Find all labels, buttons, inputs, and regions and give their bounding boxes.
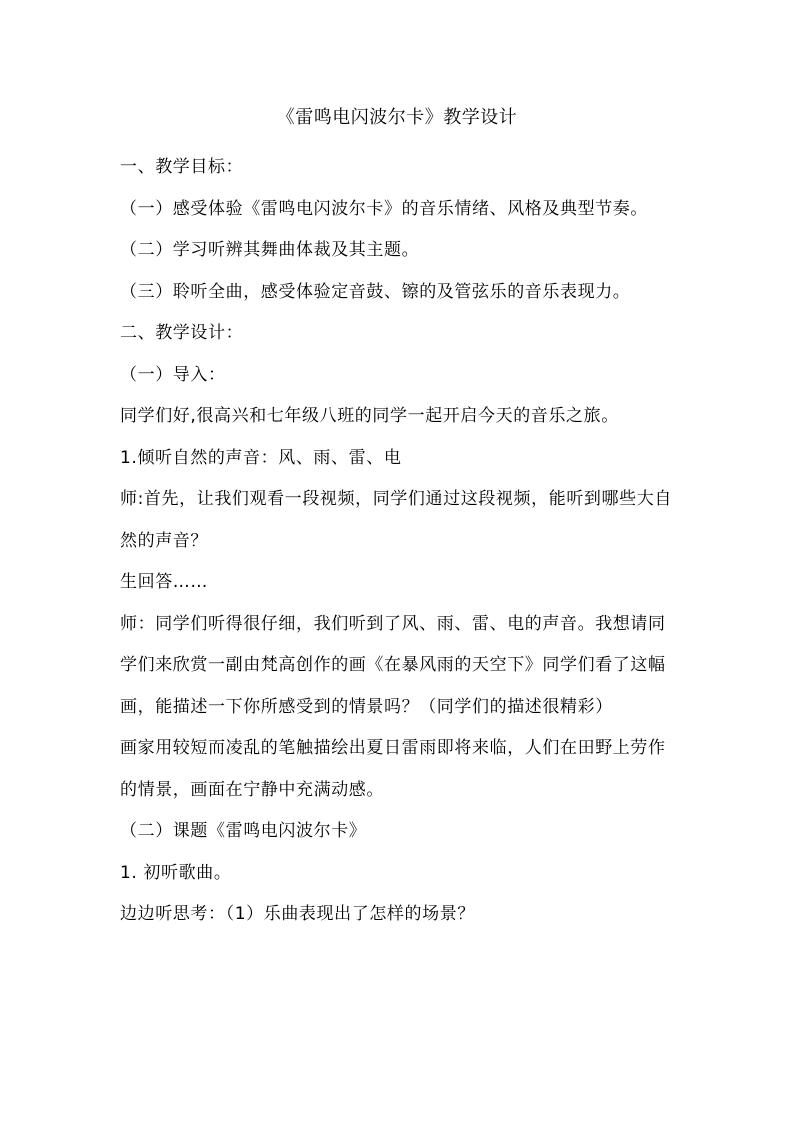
greeting-paragraph: 同学们好,很高兴和七年级八班的同学一起开启今天的音乐之旅。 xyxy=(120,406,619,426)
step-first-listen: 1. 初听歌曲。 xyxy=(120,862,232,883)
teacher-video-prompt: 师:首先，让我们观看一段视频，同学们通过这段视频，能听到哪些大自然的声音？ xyxy=(120,489,672,551)
document-body xyxy=(120,147,680,936)
goal-1: （一）感受体验《雷鸣电闪波尔卡》的音乐情绪、风格及典型节奏。 xyxy=(120,198,648,219)
heading-teaching-goals: 一、教学目标： xyxy=(120,157,244,177)
teacher-painting-prompt: 师：同学们听得很仔细，我们听到了风、雨、雷、电的声音。我想请同学们来欣赏一副由梵高创作的画《在暴风雨的天空下》同学们看了这幅画，能描述一下你所感受到的情景吗？（同学们的描述很精彩） xyxy=(120,613,666,717)
student-answer: 生回答…… xyxy=(120,572,208,592)
painting-description: 画家用较短而凌乱的笔触描绘出夏日雷雨即将来临，人们在田野上劳作的情景，画面在宁静中充满动感。 xyxy=(120,738,666,800)
listening-question: 边边听思考：（1）乐曲表现出了怎样的场景？ xyxy=(120,904,475,924)
goal-2: （二）学习听辨其舞曲体裁及其主题。 xyxy=(120,240,420,260)
document-title: 《雷鸣电闪波尔卡》教学设计 xyxy=(276,107,518,128)
step-listen-nature: 1.倾听自然的声音：风、雨、雷、电 xyxy=(120,447,402,468)
goal-3: （三）聆听全曲，感受体验定音鼓、镲的及管弦乐的音乐表现力。 xyxy=(120,281,631,302)
subheading-introduction: （一）导入： xyxy=(120,364,226,385)
subheading-lesson-topic: （二）课题《雷鸣电闪波尔卡》 xyxy=(120,821,367,841)
heading-teaching-design: 二、教学设计： xyxy=(120,323,244,343)
